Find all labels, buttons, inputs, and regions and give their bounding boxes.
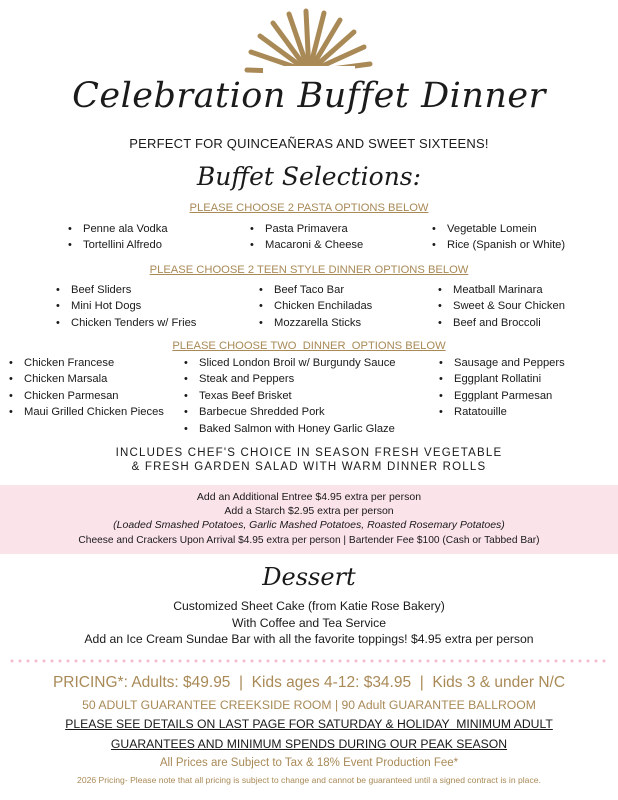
disclaimer-line: 2026 Pricing- Please note that all pricing is subject to change and cannot be guaranteed until a signed contract is in place. (77, 775, 541, 785)
dessert-line-3: Add an Ice Cream Sundae Bar with all the favorite toppings! $4.95 extra per person (84, 632, 534, 646)
list-item: • Chicken Parmesan (7, 388, 164, 404)
buffet-heading: Buffet Selections: (196, 162, 422, 191)
pasta-section-title: PLEASE CHOOSE 2 PASTA OPTIONS BELOW (189, 202, 429, 214)
list-item: • Chicken Tenders w/ Fries (54, 315, 196, 331)
teen-col-3 (436, 282, 565, 331)
addon-starch: Add a Starch $2.95 extra per person (224, 505, 394, 517)
list-item: • Ratatouille (437, 404, 565, 420)
list-item: • Eggplant Parmesan (437, 388, 565, 404)
tax-line: All Prices are Subject to Tax & 18% Event Production Fee* (159, 757, 459, 769)
list-item: • Mozzarella Sticks (257, 315, 372, 331)
dessert-heading: Dessert (262, 563, 356, 591)
page-title: Celebration Buffet Dinner (72, 76, 546, 116)
pasta-col-2 (248, 221, 363, 254)
includes-line-2: & FRESH GARDEN SALAD WITH WARM DINNER ROLLS (131, 461, 487, 473)
dinner-col-1 (7, 355, 164, 421)
list-item: • Beef and Broccoli (436, 315, 565, 331)
list-item: • Sweet & Sour Chicken (436, 298, 565, 314)
list-item: • Penne ala Vodka (66, 221, 168, 237)
list-item: • Texas Beef Brisket (182, 388, 396, 404)
subtitle: PERFECT FOR QUINCEAÑERAS AND SWEET SIXTEENS! (129, 136, 489, 151)
list-item: • Barbecue Shredded Pork (182, 404, 396, 420)
list-item: • Macaroni & Cheese (248, 237, 363, 253)
teen-section-title: PLEASE CHOOSE 2 TEEN STYLE DINNER OPTIONS BELOW (149, 264, 469, 276)
addon-entree: Add an Additional Entree $4.95 extra per person (196, 491, 422, 503)
pricing-line: PRICING*: Adults: $49.95 | Kids ages 4-12: $34.95 | Kids 3 & under N/C (52, 674, 566, 691)
addon-starch-options: (Loaded Smashed Potatoes, Garlic Mashed Potatoes, Roasted Rosemary Potatoes) (113, 519, 505, 531)
list-item: • Rice (Spanish or White) (430, 237, 565, 253)
list-item: • Chicken Francese (7, 355, 164, 371)
addon-cheese-bartender: Cheese and Crackers Upon Arrival $4.95 extra per person | Bartender Fee $100 (Cash or Tabbed Bar) (78, 535, 540, 546)
list-item: • Maui Grilled Chicken Pieces (7, 404, 164, 420)
teen-col-1 (54, 282, 196, 331)
pasta-col-3 (430, 221, 565, 254)
list-item: • Vegetable Lomein (430, 221, 565, 237)
list-item: • Sliced London Broil w/ Burgundy Sauce (182, 355, 396, 371)
list-item: • Beef Sliders (54, 282, 196, 298)
list-item: • Chicken Marsala (7, 371, 164, 387)
list-item: • Beef Taco Bar (257, 282, 372, 298)
details-line-2: GUARANTEES AND MINIMUM SPENDS DURING OUR PEAK SEASON (110, 737, 508, 751)
details-line-1: PLEASE SEE DETAILS ON LAST PAGE FOR SATURDAY & HOLIDAY MINIMUM ADULT (65, 717, 553, 731)
list-item: • Mini Hot Dogs (54, 298, 196, 314)
dinner-col-3 (437, 355, 565, 421)
list-item: • Eggplant Rollatini (437, 371, 565, 387)
dessert-line-1: Customized Sheet Cake (from Katie Rose Bakery) (173, 599, 445, 613)
list-item: • Tortellini Alfredo (66, 237, 168, 253)
pasta-col-1 (66, 221, 168, 254)
dinner-col-2 (182, 355, 396, 437)
dinner-section-title: PLEASE CHOOSE TWO DINNER OPTIONS BELOW (172, 340, 446, 352)
list-item: • Sausage and Peppers (437, 355, 565, 371)
includes-line-1: INCLUDES CHEF'S CHOICE IN SEASON FRESH VEGETABLE (115, 447, 503, 459)
list-item: • Pasta Primavera (248, 221, 363, 237)
list-item: • Meatball Marinara (436, 282, 565, 298)
list-item: • Chicken Enchiladas (257, 298, 372, 314)
list-item: • Steak and Peppers (182, 371, 396, 387)
dessert-line-2: With Coffee and Tea Service (231, 616, 386, 630)
sunburst-logo-icon (243, 8, 375, 76)
guarantee-line: 50 ADULT GUARANTEE CREEKSIDE ROOM | 90 Adult GUARANTEE BALLROOM (82, 698, 536, 712)
list-item: • Baked Salmon with Honey Garlic Glaze (182, 421, 396, 437)
dotted-divider (8, 659, 610, 663)
teen-col-2 (257, 282, 372, 331)
